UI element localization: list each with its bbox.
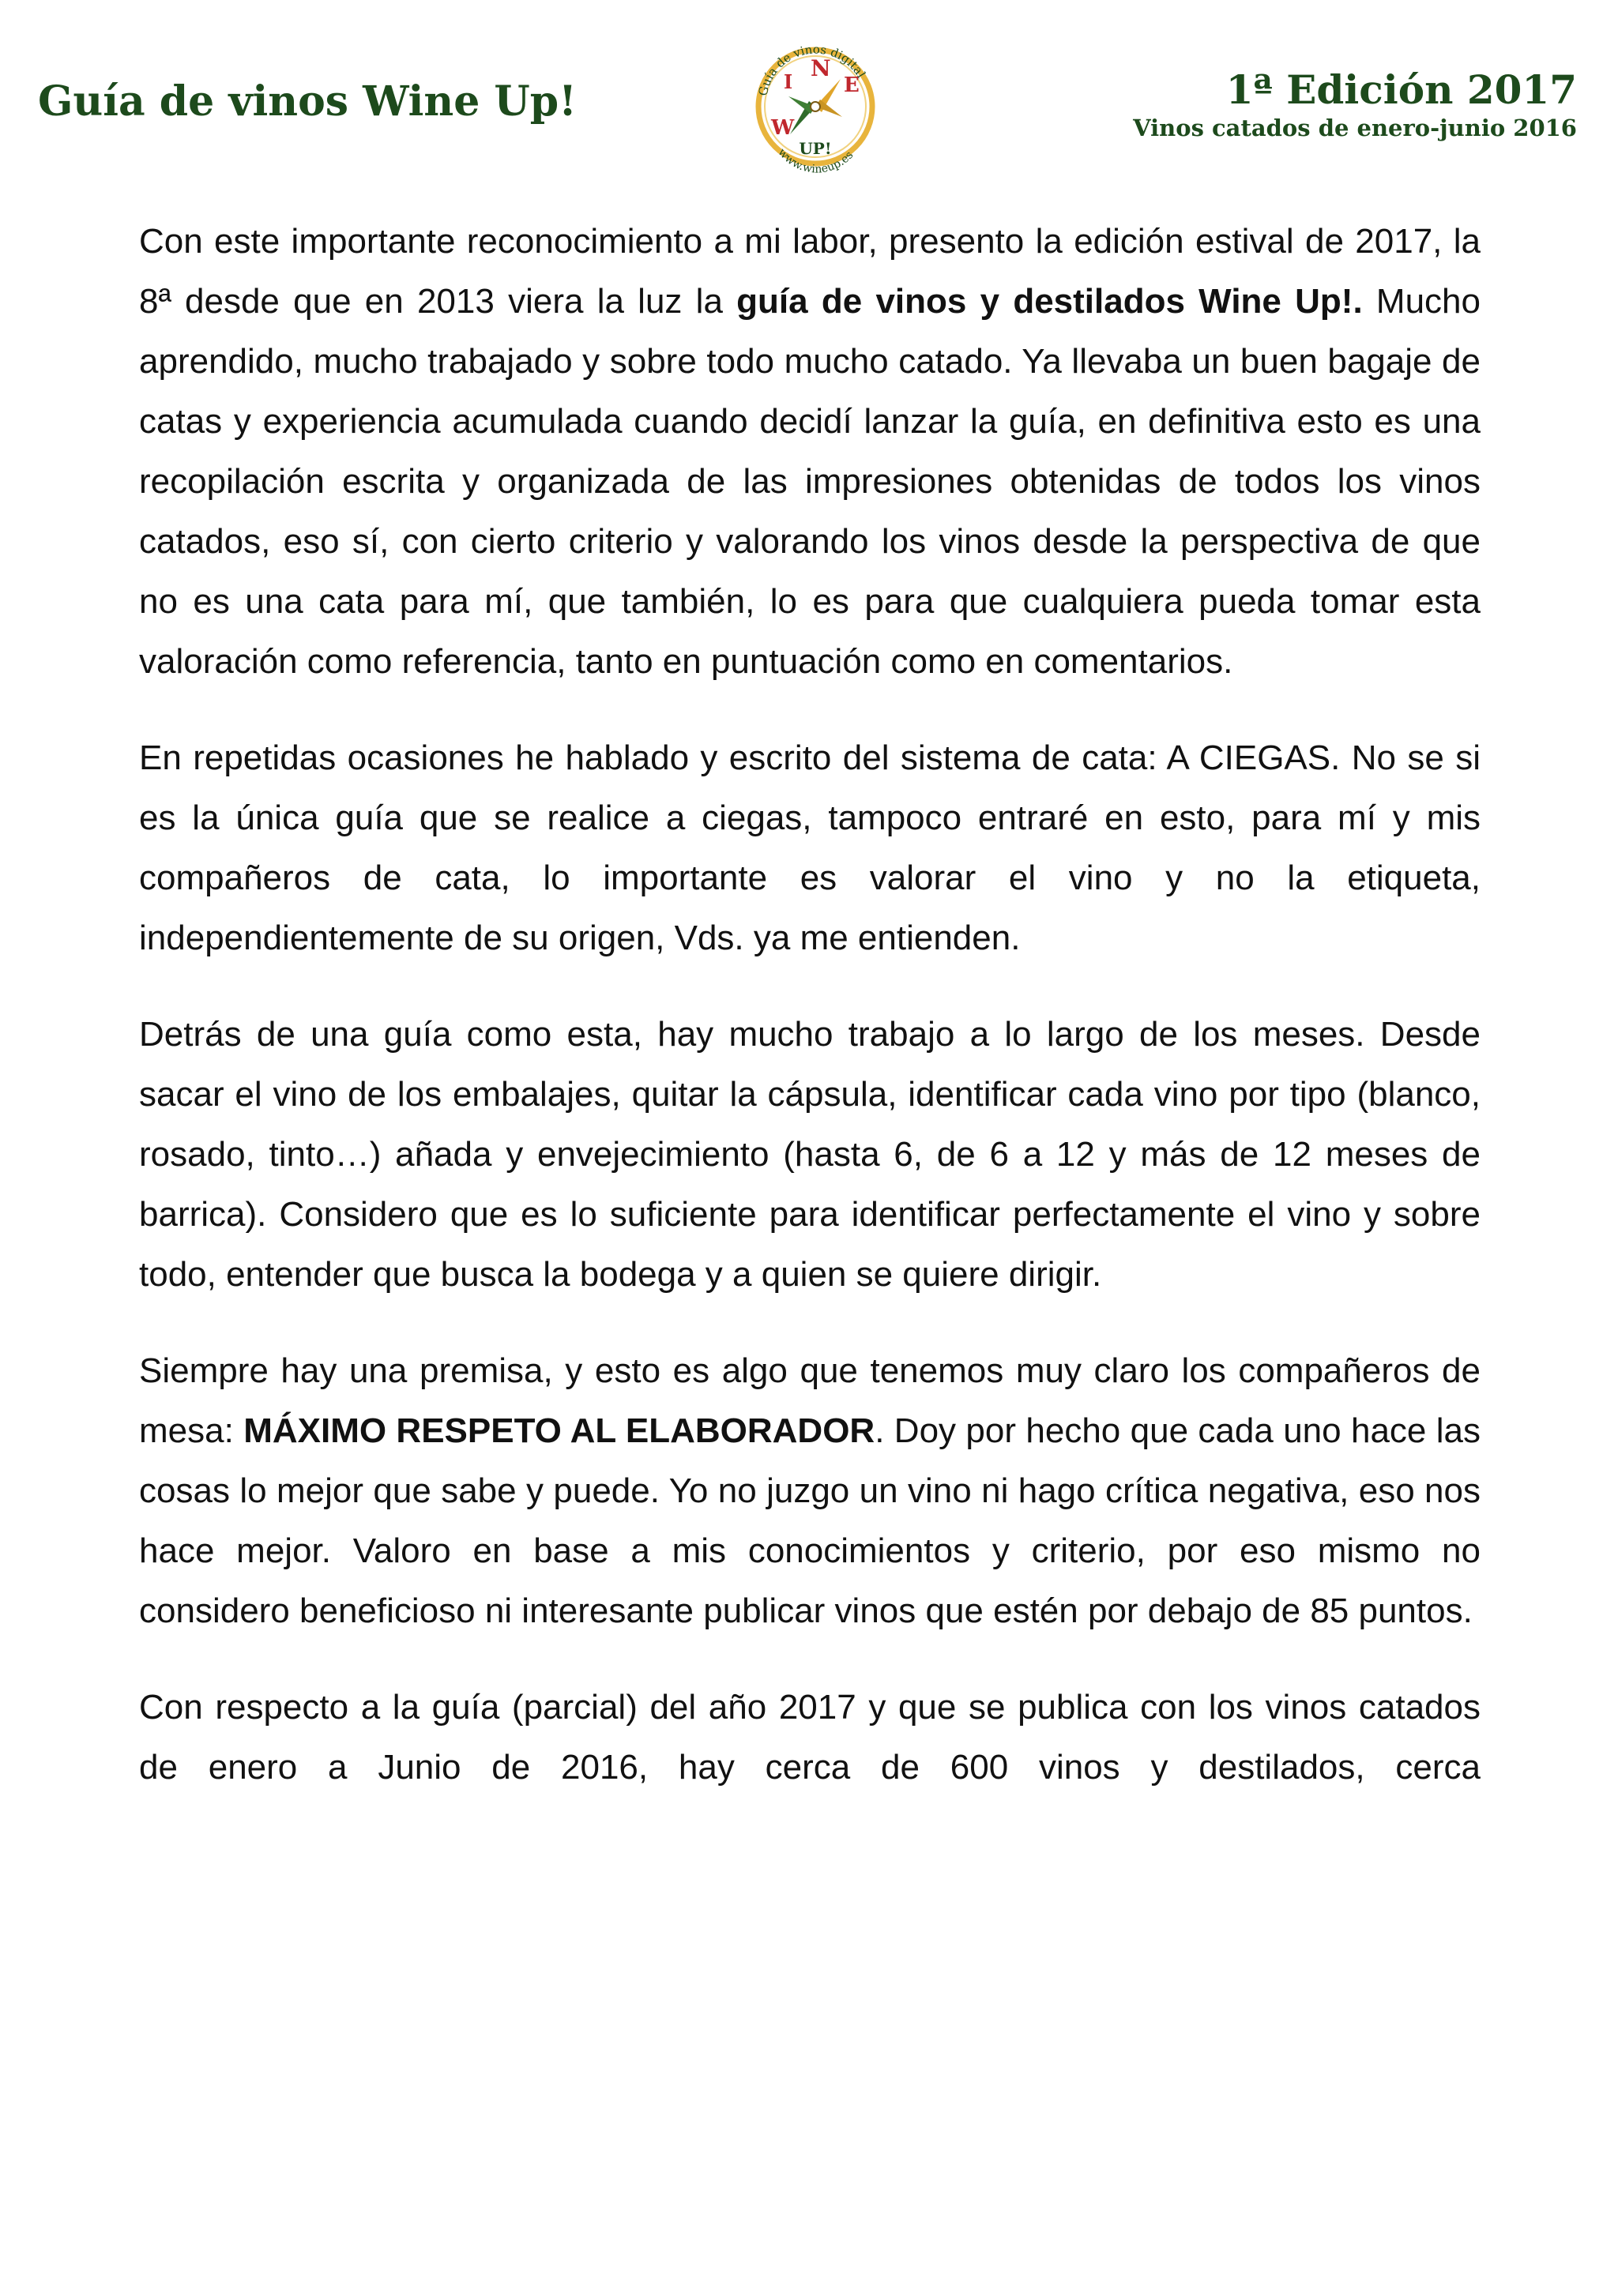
- paragraph-3: Detrás de una guía como esta, hay mucho trabajo a lo largo de los meses. Desde sacar el vino de los embalajes, quitar la cápsula, identificar cada vino por tipo (blanco, rosado, tinto…) añada y envejecimiento (hasta 6, de 6 a 12 y más de 12 meses de barrica). Considero que es lo suficiente para identificar perfectamente el vino y sobre todo, entender que busca la bodega y a quien se quiere dirigir.: [139, 1015, 1481, 1294]
- paragraph-1-bold: guía de vinos y destilados Wine Up!.: [736, 282, 1363, 321]
- paragraph-5: Con respecto a la guía (parcial) del año 2017 y que se publica con los vinos catados de enero a Junio de 2016, hay cerca de 600 vinos y destilados, cerca: [139, 1688, 1481, 1787]
- paragraph-4: [139, 1341, 1481, 1641]
- paragraph-1: [139, 212, 1481, 692]
- edition-title: 1ª Edición 2017: [1225, 66, 1577, 113]
- logo-letter-i: I: [784, 70, 793, 93]
- compass-rose-logo: [743, 24, 889, 190]
- paragraph-2: En repetidas ocasiones he hablado y escrito del sistema de cata: A CIEGAS. No se si es la única guía que se realice a ciegas, tampoco entraré en esto, para mí y mis compañeros de cata, lo importante es valorar el vino y no la etiqueta, independientemente de su origen, Vds. ya me entienden.: [139, 738, 1481, 957]
- paragraph-4-bold: MÁXIMO RESPETO AL ELABORADOR: [243, 1411, 875, 1450]
- logo-up-text: UP!: [799, 139, 832, 158]
- page-header: [0, 0, 1618, 197]
- guide-title: Guía de vinos Wine Up!: [38, 77, 577, 126]
- logo-letter-n: N: [811, 55, 831, 81]
- paragraph-4-text-c: . Doy por hecho que cada uno hace las cosas lo mejor que sabe y puede. Yo no juzgo un vino ni hago crítica negativa, eso nos hace mejor. Valoro en base a mis conocimientos y criterio, por eso mismo no considero beneficioso ni interesante publicar vinos que estén por debajo de 85 puntos.: [139, 1411, 1481, 1630]
- logo-letter-w: W: [771, 116, 795, 140]
- document-body: [139, 212, 1481, 1834]
- logo-ring-text: Guía de vinos digital: [755, 42, 869, 98]
- paragraph-4-text-a: Siempre hay una premisa, y esto es algo que tenemos muy claro los compañeros de mesa:: [139, 1351, 1481, 1450]
- logo-url: www.wineup.es: [775, 146, 856, 176]
- paragraph-1-text-c: Mucho aprendido, mucho trabajado y sobre todo mucho catado. Ya llevaba un buen bagaje de catas y experiencia acumulada cuando decidí lanzar la guía, en definitiva esto es una recopilación escrita y organizada de las impresiones obtenidas de todos los vinos catados, eso sí, con cierto criterio y valorando los vinos desde la perspectiva de que no es una cata para mí, que también, lo es para que cualquiera pueda tomar esta valoración como referencia, tanto en puntuación como en comentarios.: [139, 282, 1481, 681]
- edition-block: [1133, 68, 1577, 142]
- edition-subtitle: Vinos catados de enero-junio 2016: [1133, 115, 1577, 141]
- logo-letter-e: E: [844, 73, 860, 97]
- paragraph-1-text-a: Con este importante reconocimiento a mi labor, presento la edición estival de 2017, la 8ª desde que en 2013 viera la luz la: [139, 222, 1481, 321]
